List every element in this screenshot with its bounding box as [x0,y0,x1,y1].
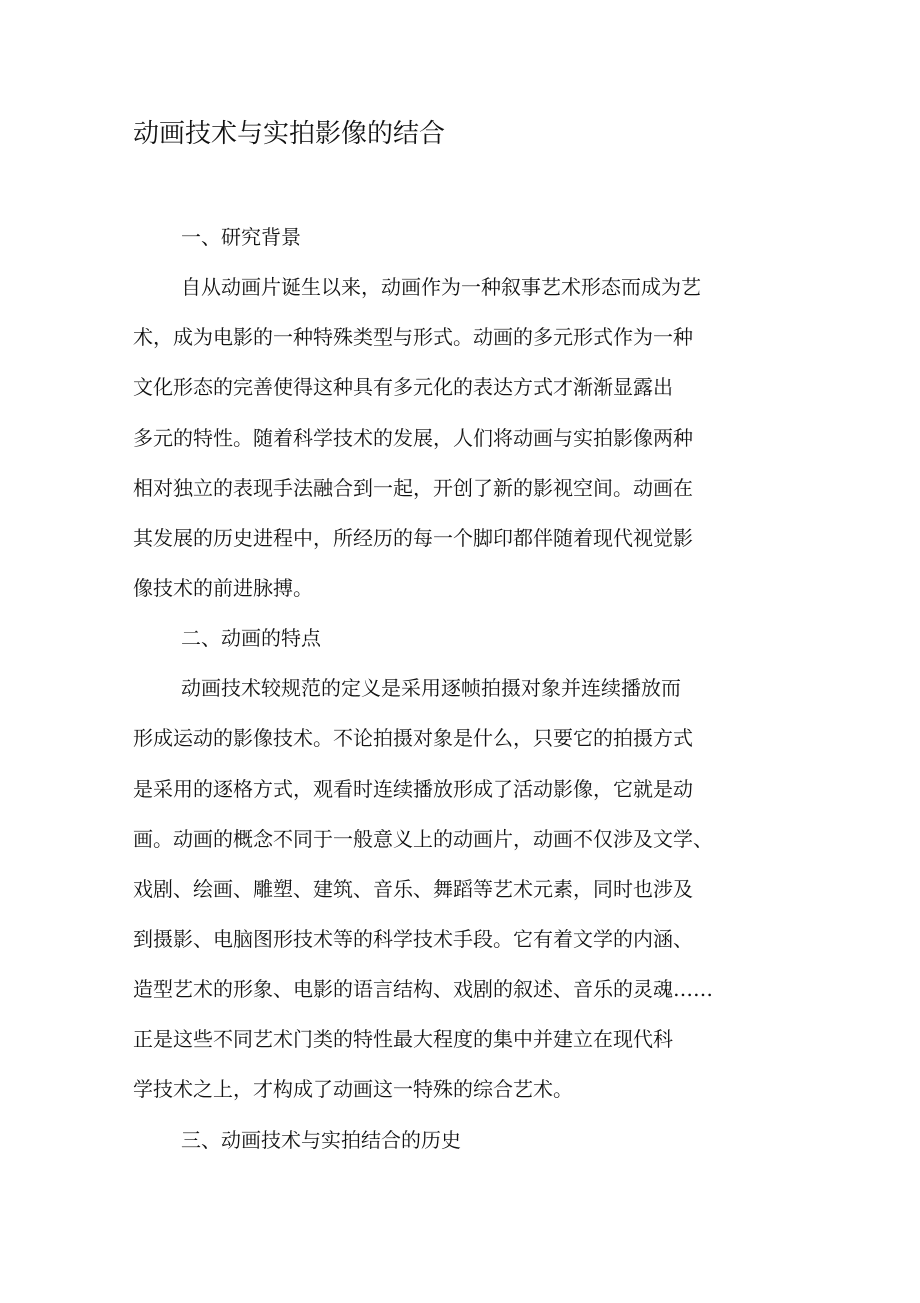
paragraph-line: 形成运动的影像技术。不论拍摄对象是什么，只要它的拍摄方式 [133,726,693,751]
paragraph-line: 其发展的历史进程中，所经历的每一个脚印都伴随着现代视觉影 [133,525,693,550]
paragraph-line: 造型艺术的形象、电影的语言结构、戏剧的叙述、音乐的灵魂…… [133,977,713,1002]
paragraph-line: 相对独立的表现手法融合到一起，开创了新的影视空间。动画在 [133,475,693,500]
document-title: 动画技术与实拍影像的结合 [133,119,446,149]
paragraph-line: 是采用的逐格方式，观看时连续播放形成了活动影像，它就是动 [133,776,693,801]
document-body [133,212,853,1165]
paragraph-line: 术，成为电影的一种特殊类型与形式。动画的多元形式作为一种 [133,325,693,350]
paragraph-line: 动画技术较规范的定义是采用逐帧拍摄对象并连续播放而 [181,676,681,701]
section-heading: 二、动画的特点 [181,626,321,651]
paragraph-line: 文化形态的完善使得这种具有多元化的表达方式才渐渐显露出 [133,375,673,400]
section-heading: 三、动画技术与实拍结合的历史 [181,1127,461,1152]
paragraph-line: 画。动画的概念不同于一般意义上的动画片，动画不仅涉及文学、 [133,826,713,851]
paragraph-line: 到摄影、电脑图形技术等的科学技术手段。它有着文学的内涵、 [133,926,693,951]
paragraph-line: 正是这些不同艺术门类的特性最大程度的集中并建立在现代科 [133,1027,673,1052]
paragraph-line: 自从动画片诞生以来，动画作为一种叙事艺术形态而成为艺 [181,275,701,300]
paragraph-line: 像技术的前进脉搏。 [133,575,313,600]
paragraph-line: 戏剧、绘画、雕塑、建筑、音乐、舞蹈等艺术元素，同时也涉及 [133,876,693,901]
paragraph-line: 多元的特性。随着科学技术的发展，人们将动画与实拍影像两种 [133,425,693,450]
paragraph-line: 学技术之上，才构成了动画这一特殊的综合艺术。 [133,1077,573,1102]
section-heading: 一、研究背景 [181,225,301,249]
